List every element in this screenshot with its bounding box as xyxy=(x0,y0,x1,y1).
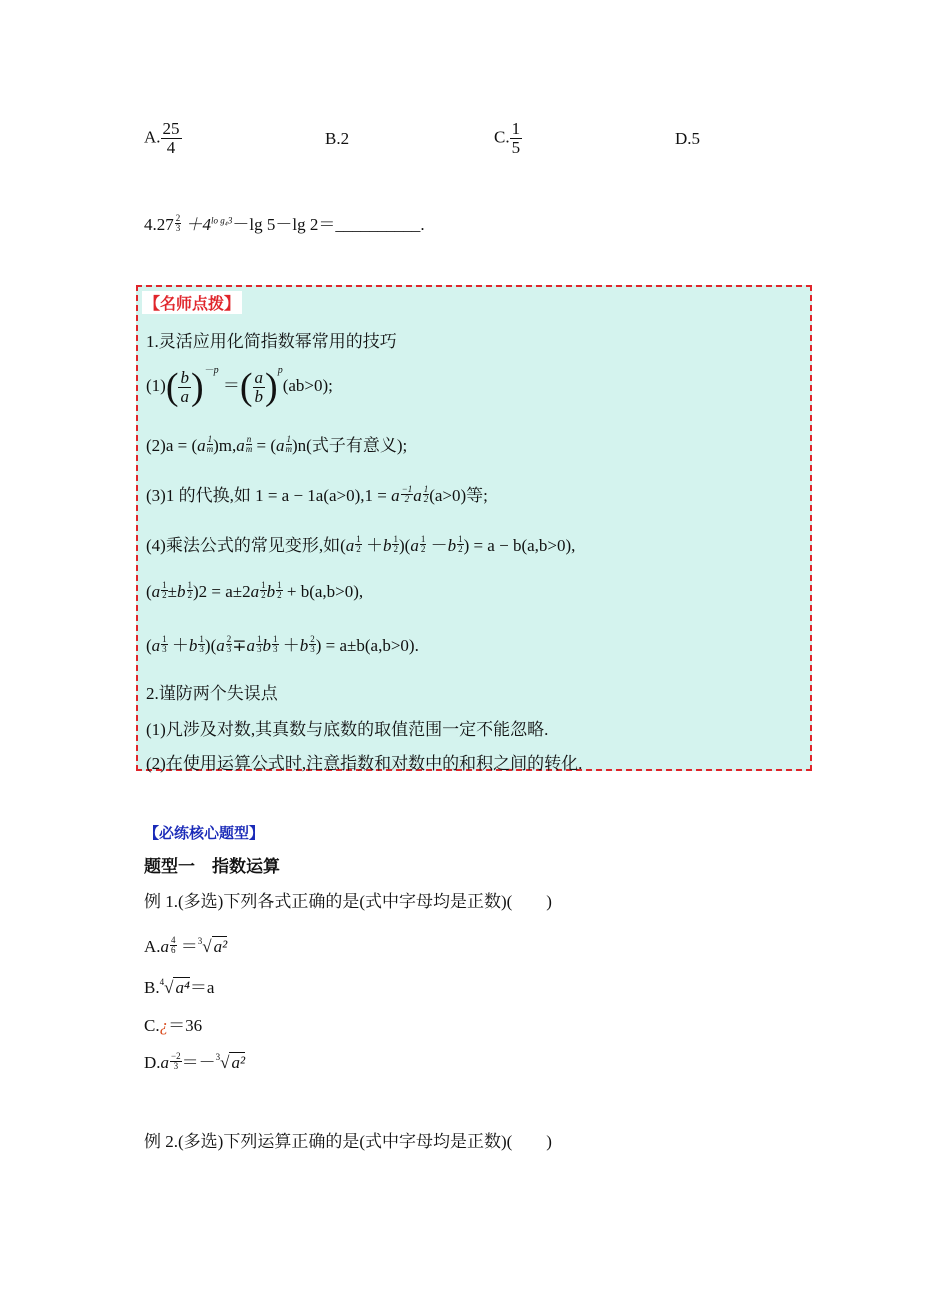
tip-line-4: (3)1 的代换,如 1 = a − 1a(a>0),1 = a $\frac{-1}{2}$ a $\frac{1}{2}$ (a>0)等; xyxy=(146,484,488,505)
tip-line-2: (1)( $\frac{b}{a}$ )$^{-p}$ ＝( $\frac{a}{b}$ )$^p$(ab>0); xyxy=(146,365,333,409)
question-4: 4.27 $\frac{2}{3}$ $+4^{lo g_43}-\lg$ 5－lg 2＝__________. xyxy=(144,213,425,234)
tip-line-10: (2)在使用运算公式时,注意指数和对数中的和积之间的转化. xyxy=(146,754,583,773)
example-1-option-d: D.a $\frac{-2}{3}$ ＝－$^3$√ a² xyxy=(144,1051,246,1072)
tip-line-5: (4)乘法公式的常见变形,如(a $\frac{1}{2}$ ＋b $\frac{1}{2}$ )(a $\frac{1}{2}$ －b $\frac{1}{2}$ ) = a − b(a,b>0), xyxy=(146,534,576,555)
choice-a xyxy=(144,120,182,157)
choice-a-fraction: $\frac{25}{4}$ xyxy=(162,119,180,157)
example-1-option-a: A.a $\frac{4}{6}$ ＝$^3$√ a² xyxy=(144,935,228,956)
tip-line-8: 2.谨防两个失误点 xyxy=(146,684,278,703)
example-1-option-b: B.$^4$√ a⁴＝a xyxy=(144,977,215,997)
choice-a-label: A. xyxy=(144,127,161,147)
tips-title: 【名师点拨】 xyxy=(142,291,242,314)
example-2-stem: 例 2.(多选)下列运算正确的是(式中字母均是正数)( ) xyxy=(144,1132,552,1151)
tip-line-7: (a $\frac{1}{3}$ ＋b $\frac{1}{3}$ )(a $\frac{2}{3}$ ∓a $\frac{1}{3}$ b $\frac{1}{3}$ ＋b $\frac{2}{3}$ ) = a±b(a,b>0). xyxy=(146,634,419,655)
tip-line-9: (1)凡涉及对数,其真数与底数的取值范围一定不能忽略. xyxy=(146,720,549,739)
example-1-stem: 例 1.(多选)下列各式正确的是(式中字母均是正数)( ) xyxy=(144,892,552,911)
choice-c-fraction: $\frac{1}{5}$ xyxy=(511,119,521,157)
tips-box xyxy=(136,285,812,771)
q4-exponent: $\frac{2}{3}$ xyxy=(175,213,181,233)
tip-line-1: 1.灵活应用化简指数幂常用的技巧 xyxy=(146,332,397,351)
tip-line-6: (a $\frac{1}{2}$ ±b $\frac{1}{2}$ )2 = a±2a $\frac{1}{2}$ b $\frac{1}{2}$ + b(a,b>0), xyxy=(146,580,364,601)
example-1-option-c: C.¿＝36 xyxy=(144,1016,203,1035)
section-label: 【必练核心题型】 xyxy=(144,824,265,842)
section-heading: 题型一 指数运算 xyxy=(144,857,280,877)
choice-d: D.5 xyxy=(675,129,701,148)
tip-line-3: (2)a = (a $\frac{1}{m}$ )m,a $\frac{n}{m}$ = (a $\frac{1}{m}$ )n(式子有意义); xyxy=(146,434,408,455)
choice-c: C. $\frac{1}{5}$ xyxy=(494,119,521,157)
choice-b: B.2 xyxy=(325,129,350,148)
